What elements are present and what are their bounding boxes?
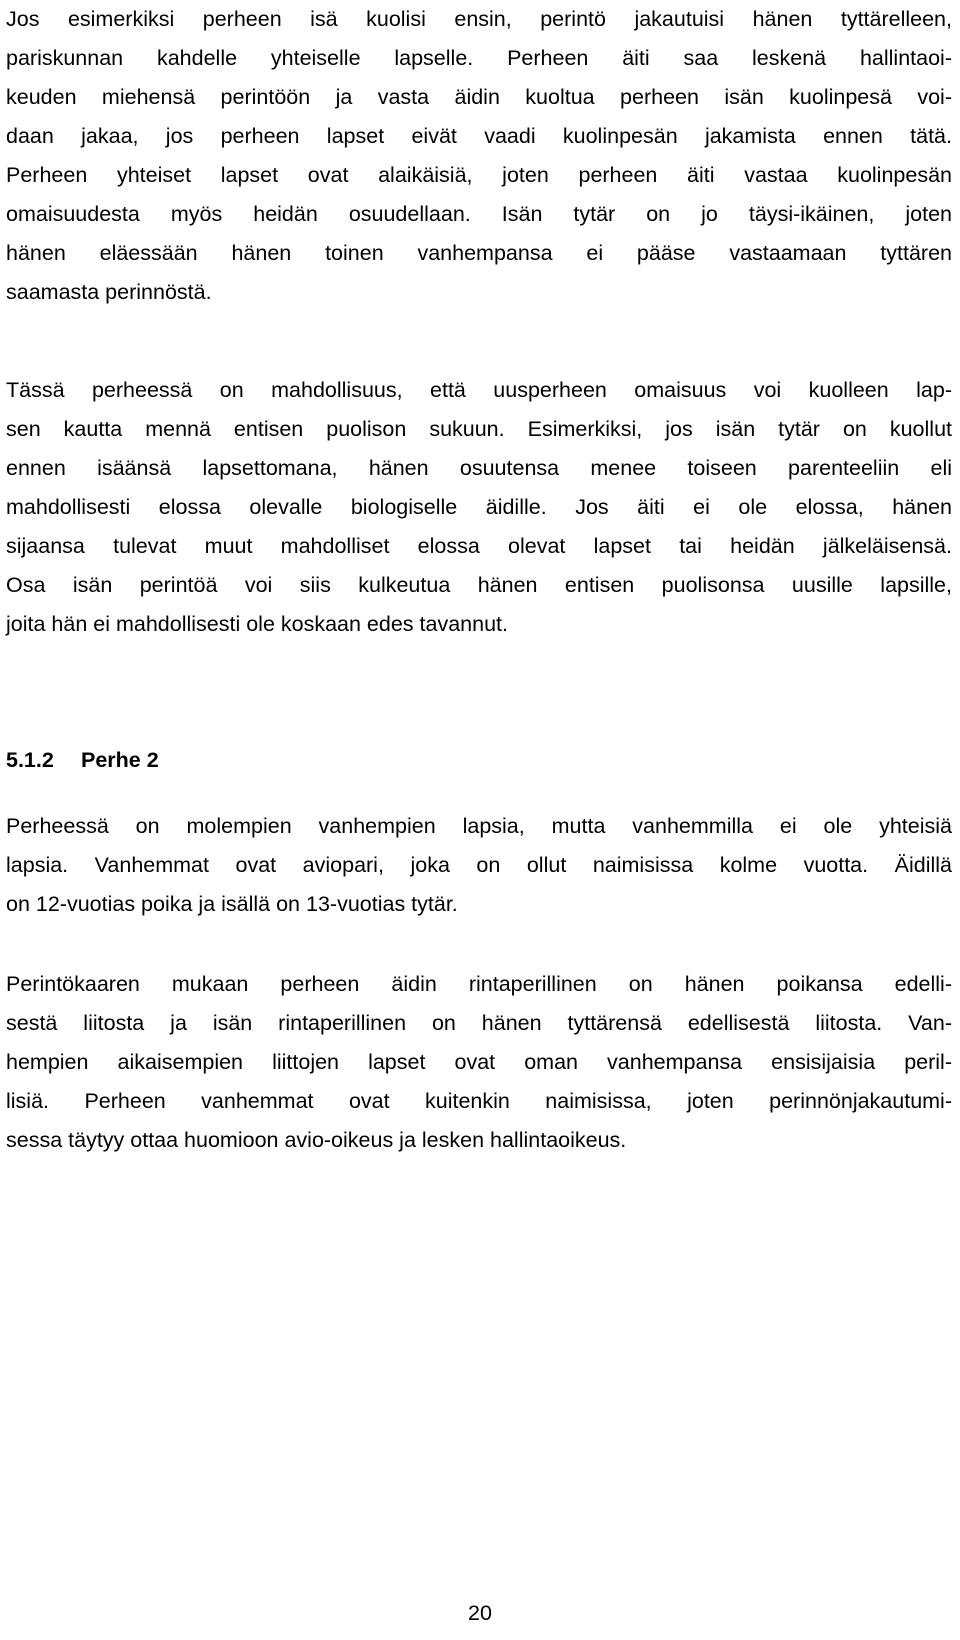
paragraph-line: Perintökaaren mukaan perheen äidin rintaperillinen on hänen poikansa edelli- [6,972,952,996]
paragraph-line: Jos esimerkiksi perheen isä kuolisi ensin, perintö jakautuisi hänen tyttärelleen, [6,7,952,31]
paragraph-line: saamasta perinnöstä. [6,280,212,304]
paragraph-line: sessa täytyy ottaa huomioon avio-oikeus ja lesken hallintaoikeus. [6,1128,627,1152]
section-title: Perhe 2 [81,748,159,772]
paragraph-line: pariskunnan kahdelle yhteiselle lapselle. Perheen äiti saa leskenä hallintaoi- [6,46,952,70]
paragraph-line: lapsia. Vanhemmat ovat aviopari, joka on ollut naimisissa kolme vuotta. Äidillä [6,853,952,877]
paragraph-line: hänen eläessään hänen toinen vanhempansa ei pääse vastaamaan tyttären [6,241,952,265]
page-number: 20 [468,1601,492,1625]
paragraph-line: lisiä. Perheen vanhemmat ovat kuitenkin naimisissa, joten perinnönjakautumi- [6,1089,952,1113]
paragraph-line: sestä liitosta ja isän rintaperillinen on hänen tyttärensä edellisestä liitosta. Van- [6,1011,952,1035]
paragraph-line: ennen isäänsä lapsettomana, hänen osuutensa menee toiseen parenteeliin eli [6,456,952,480]
paragraph-3 [6,807,952,924]
paragraph-line: omaisuudesta myös heidän osuudellaan. Isän tytär on jo täysi-ikäinen, joten [6,202,952,226]
paragraph-line: Tässä perheessä on mahdollisuus, että uusperheen omaisuus voi kuolleen lap- [6,378,952,402]
paragraph-line: joita hän ei mahdollisesti ole koskaan edes tavannut. [6,612,508,636]
section-number: 5.1.2 [6,748,54,772]
paragraph-line: keuden miehensä perintöön ja vasta äidin kuoltua perheen isän kuolinpesä voi- [6,85,952,109]
paragraph-line: daan jakaa, jos perheen lapset eivät vaadi kuolinpesän jakamista ennen tätä. [6,124,952,148]
paragraph-line: sen kautta mennä entisen puolison sukuun. Esimerkiksi, jos isän tytär on kuollut [6,417,952,441]
paragraph-line: mahdollisesti elossa olevalle biologiselle äidille. Jos äiti ei ole elossa, hänen [6,495,952,519]
paragraph-4 [6,965,952,1160]
paragraph-line: sijaansa tulevat muut mahdolliset elossa olevat lapset tai heidän jälkeläisensä. [6,534,952,558]
paragraph-line: hempien aikaisempien liittojen lapset ovat oman vanhempansa ensisijaisia peril- [6,1050,952,1074]
paragraph-line: on 12-vuotias poika ja isällä on 13-vuotias tytär. [6,892,458,916]
paragraph-line: Osa isän perintöä voi siis kulkeutua hänen entisen puolisonsa uusille lapsille, [6,573,952,597]
paragraph-line: Perheen yhteiset lapset ovat alaikäisiä, joten perheen äiti vastaa kuolinpesän [6,163,952,187]
paragraph-2 [6,371,952,644]
paragraph-1 [6,0,952,312]
section-heading [6,741,159,780]
paragraph-line: Perheessä on molempien vanhempien lapsia, mutta vanhemmilla ei ole yhteisiä [6,814,952,838]
